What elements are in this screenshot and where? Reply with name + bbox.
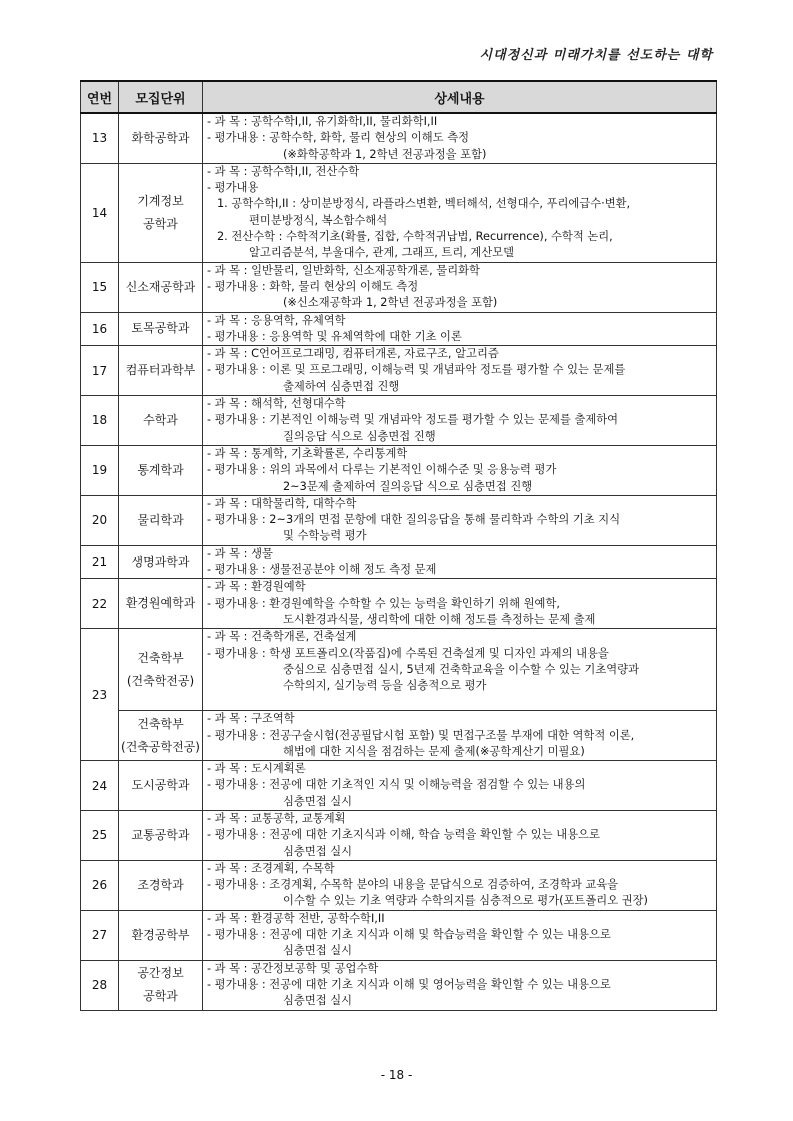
row-unit (119, 761, 203, 811)
detail-line: 2. 전산수학 : 수학적기초(확률, 집합, 수학적귀납법, Recurrence), 수학적 논리, (217, 230, 613, 244)
header-num: 연번 (81, 81, 119, 113)
row-detail (203, 312, 717, 346)
row-unit (119, 113, 203, 163)
unit-line: 환경공학부 (131, 927, 190, 942)
detail-line: 도시환경과식물, 생리학에 대한 이해 정도를 측정하는 문제 출제 (283, 612, 596, 626)
detail-line: - 과 목 : 공학수학I,II, 전산수학 (207, 164, 360, 178)
table-header-row (81, 81, 717, 113)
unit-line: 수학과 (143, 412, 178, 427)
table-row (81, 629, 717, 711)
unit-line: 도시공학과 (131, 778, 190, 793)
row-number: 13 (81, 113, 119, 163)
detail-line: - 평가내용 : 전공에 대한 기초 지식과 이해 및 학습능력을 확인할 수 있는 내용으로 (207, 928, 611, 942)
unit-line: 통계학과 (137, 462, 184, 477)
row-detail (203, 545, 717, 579)
row-unit (119, 396, 203, 446)
row-number: 25 (81, 810, 119, 860)
table-row (81, 910, 717, 960)
detail-line: - 과 목 : 구조역학 (207, 712, 295, 726)
detail-line: 심층면접 실시 (283, 994, 353, 1008)
detail-line: 편미분방정식, 복소함수해석 (249, 213, 388, 227)
table-body (81, 113, 717, 1010)
detail-line: 수학의지, 실기능력 등을 심층적으로 평가 (283, 679, 487, 693)
table-row (81, 495, 717, 545)
row-detail (203, 910, 717, 960)
row-number: 28 (81, 960, 119, 1010)
unit-line: 토목공학과 (131, 321, 190, 336)
admission-table (80, 80, 717, 1011)
unit-line: 생명과학과 (131, 554, 190, 569)
detail-line: - 과 목 : 도시계획론 (207, 762, 306, 776)
detail-line: - 과 목 : C언어프로그래밍, 컴퓨터개론, 자료구조, 알고리즘 (207, 347, 499, 361)
row-unit (119, 262, 203, 312)
unit-line: 조경학과 (137, 877, 184, 892)
row-unit (119, 629, 203, 711)
detail-line: 출제하여 심층면접 진행 (283, 379, 400, 393)
detail-line: - 과 목 : 대학물리학, 대학수학 (207, 496, 357, 510)
table-row (81, 545, 717, 579)
unit-line: 교통공학과 (131, 827, 190, 842)
unit-line: 공학과 (143, 216, 178, 231)
unit-line: 환경원예학과 (125, 596, 196, 611)
detail-line: - 과 목 : 일반물리, 일반화학, 신소재공학개론, 물리화학 (207, 263, 480, 277)
row-detail (203, 860, 717, 910)
unit-line: 컴퓨터과학부 (125, 363, 196, 378)
unit-line: 기계정보 (137, 193, 184, 208)
table-row (81, 312, 717, 346)
detail-line: (※화학공학과 1, 2학년 전공과정을 포함) (283, 147, 487, 161)
unit-line: (건축공학전공) (121, 739, 200, 754)
detail-line: - 과 목 : 조경계획, 수목학 (207, 861, 335, 875)
row-detail (203, 346, 717, 396)
detail-line: - 평가내용 : 응용역학 및 유체역학에 대한 기초 이론 (207, 329, 462, 343)
detail-line: 중심으로 심층면접 실시, 5년제 건축학교육을 이수할 수 있는 기초역량과 (283, 662, 639, 676)
detail-line: - 평가내용 : 전공에 대한 기초지식과 이해, 학습 능력을 확인할 수 있는 내용으로 (207, 828, 600, 842)
detail-line: - 평가내용 : 조경계획, 수목학 분야의 내용을 문답식으로 검증하여, 조경학과 교육을 (207, 878, 619, 892)
detail-line: - 과 목 : 교통공학, 교통계획 (207, 811, 346, 825)
row-unit (119, 346, 203, 396)
detail-line: - 과 목 : 환경원예학 (207, 580, 306, 594)
table-row (81, 860, 717, 910)
row-number: 23 (81, 629, 119, 761)
table-row (81, 810, 717, 860)
detail-line: - 평가내용 : 생물전공분야 이해 정도 측정 문제 (207, 563, 437, 577)
header-detail: 상세내용 (203, 81, 717, 113)
table-row (81, 445, 717, 495)
row-detail (203, 629, 717, 711)
row-unit (119, 810, 203, 860)
detail-line: 해법에 대한 지식을 점검하는 문제 출제(※공학계산기 미필요) (283, 744, 585, 758)
detail-line: - 과 목 : 생물 (207, 546, 273, 560)
detail-line: 이수할 수 있는 기초 역량과 수학의지를 심층적으로 평가(포트폴리오 권장) (283, 894, 648, 908)
row-number: 20 (81, 495, 119, 545)
unit-line: 물리학과 (137, 512, 184, 527)
row-number: 19 (81, 445, 119, 495)
detail-line: - 평가내용 : 전공에 대한 기초적인 지식 및 이해능력을 점검할 수 있는 내용의 (207, 778, 586, 792)
row-unit (119, 445, 203, 495)
detail-line: - 평가내용 : 이론 및 프로그래밍, 이해능력 및 개념파악 정도를 평가할 수 있는 문제를 (207, 363, 626, 377)
detail-line: - 평가내용 : 공학수학, 화학, 물리 현상의 이해도 측정 (207, 131, 470, 145)
unit-line: 신소재공학과 (125, 279, 196, 294)
detail-line: 알고리즘분석, 부울대수, 관계, 그래프, 트리, 계산모델 (249, 246, 515, 260)
row-detail (203, 396, 717, 446)
table-row (81, 761, 717, 811)
table-row (81, 396, 717, 446)
detail-line: - 평가내용 : 환경원예학을 수학할 수 있는 능력을 확인하기 위해 원예학, (207, 596, 560, 610)
row-unit (119, 312, 203, 346)
detail-line: - 과 목 : 응용역학, 유체역학 (207, 313, 346, 327)
detail-line: 1. 공학수학I,II : 상미분방정식, 라플라스변환, 벡터해석, 선형대수, 푸리에급수·변환, (217, 197, 631, 211)
row-unit (119, 711, 203, 761)
table-row (81, 346, 717, 396)
row-unit (119, 579, 203, 629)
row-unit (119, 860, 203, 910)
row-detail (203, 761, 717, 811)
table-row (81, 113, 717, 163)
detail-line: 질의응답 식으로 심층면접 진행 (283, 429, 436, 443)
unit-line: (건축학전공) (126, 673, 195, 688)
detail-line: - 과 목 : 건축학개론, 건축설계 (207, 630, 357, 644)
row-detail (203, 579, 717, 629)
unit-line: 공간정보 (137, 966, 184, 981)
row-detail (203, 163, 717, 262)
detail-line: - 평가내용 : 기본적인 이해능력 및 개념파악 정도를 평가할 수 있는 문제를 출제하여 (207, 413, 619, 427)
header-unit: 모집단위 (119, 81, 203, 113)
row-number: 27 (81, 910, 119, 960)
detail-line: - 과 목 : 환경공학 전반, 공학수학I,II (207, 911, 385, 925)
row-number: 14 (81, 163, 119, 262)
detail-line: - 평가내용 (207, 181, 259, 195)
row-unit (119, 163, 203, 262)
row-detail (203, 113, 717, 163)
row-unit (119, 545, 203, 579)
unit-line: 건축학부 (137, 650, 184, 665)
header-slogan: 시대정신과 미래가치를 선도하는 대학 (479, 48, 713, 63)
page-number: - 18 - (380, 1068, 413, 1082)
row-detail (203, 262, 717, 312)
row-number: 21 (81, 545, 119, 579)
row-detail (203, 495, 717, 545)
table-row (81, 163, 717, 262)
row-detail (203, 711, 717, 761)
detail-line: - 과 목 : 공간정보공학 및 공업수학 (207, 961, 379, 975)
detail-line: 2~3문제 출제하여 질의응답 식으로 심층면접 진행 (283, 479, 533, 493)
row-number: 16 (81, 312, 119, 346)
detail-line: 심층면접 실시 (283, 944, 353, 958)
row-number: 15 (81, 262, 119, 312)
row-unit (119, 495, 203, 545)
row-unit (119, 960, 203, 1010)
detail-line: - 과 목 : 통계학, 기초확률론, 수리통계학 (207, 446, 408, 460)
table-row (81, 711, 717, 761)
detail-line: 심층면접 실시 (283, 844, 353, 858)
row-number: 17 (81, 346, 119, 396)
detail-line: - 과 목 : 공학수학I,II, 유기화학I,II, 물리화학I,II (207, 115, 438, 128)
row-number: 26 (81, 860, 119, 910)
unit-line: 공학과 (143, 989, 178, 1004)
detail-line: - 평가내용 : 전공구술시험(전공필답시험 포함) 및 면접구조물 부재에 대한 역학적 이론, (207, 728, 635, 742)
detail-line: - 평가내용 : 화학, 물리 현상의 이해도 측정 (207, 279, 419, 293)
detail-line: (※신소재공학과 1, 2학년 전공과정을 포함) (283, 296, 498, 310)
detail-line: - 평가내용 : 학생 포트폴리오(작품집)에 수록된 건축설계 및 디자인 과제의 내용을 (207, 646, 609, 660)
table-row (81, 262, 717, 312)
row-detail (203, 960, 717, 1010)
row-number: 24 (81, 761, 119, 811)
row-unit (119, 910, 203, 960)
unit-line: 화학공학과 (131, 130, 190, 145)
detail-line: - 평가내용 : 위의 과목에서 다루는 기본적인 이해수준 및 응용능력 평가 (207, 463, 557, 477)
table-row (81, 960, 717, 1010)
row-detail (203, 810, 717, 860)
detail-line: - 과 목 : 해석학, 선형대수학 (207, 397, 346, 411)
unit-line: 건축학부 (137, 716, 184, 731)
detail-line: 심층면접 실시 (283, 794, 353, 808)
detail-line: 및 수학능력 평가 (283, 529, 367, 543)
row-number: 18 (81, 396, 119, 446)
detail-line: - 평가내용 : 2~3개의 면접 문항에 대한 질의응답을 통해 물리학과 수학의 기초 지식 (207, 513, 621, 527)
row-number: 22 (81, 579, 119, 629)
row-detail (203, 445, 717, 495)
table-row (81, 579, 717, 629)
detail-line: - 평가내용 : 전공에 대한 기초 지식과 이해 및 영어능력을 확인할 수 있는 내용으로 (207, 977, 611, 991)
